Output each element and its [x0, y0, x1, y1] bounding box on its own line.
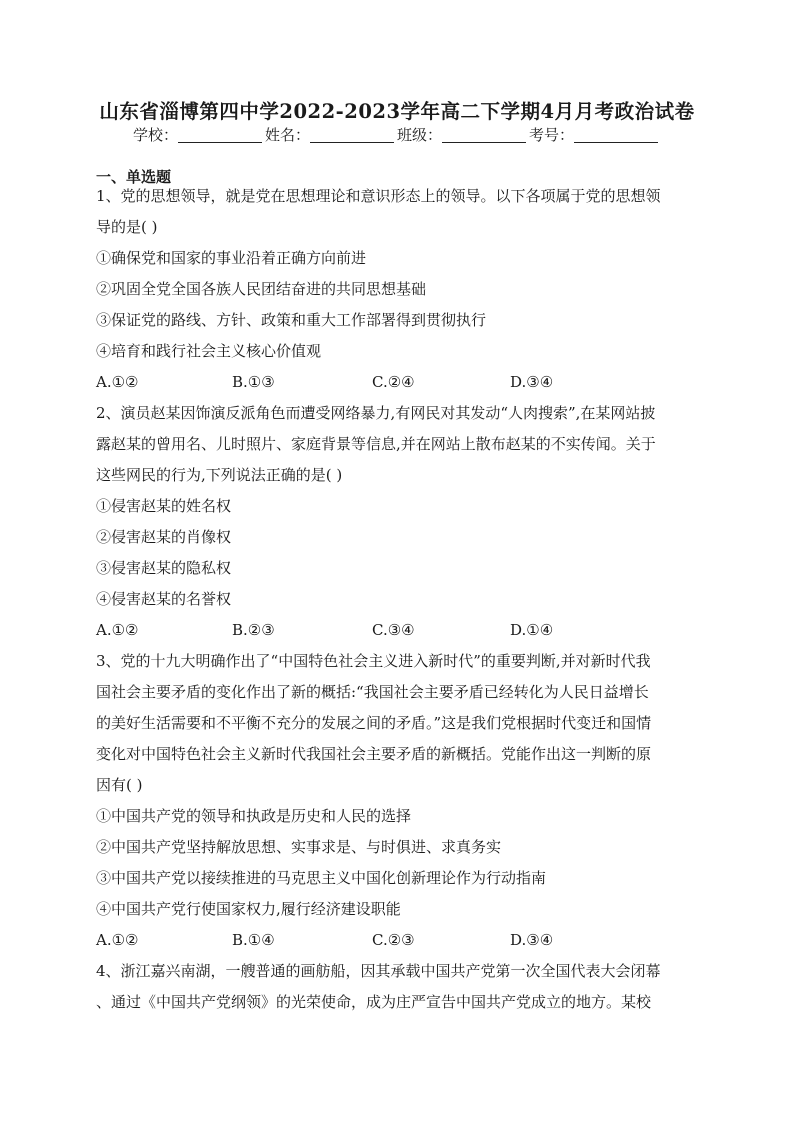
- question-item: ③保证党的路线、方针、政策和重大工作部署得到贯彻执行: [96, 311, 487, 329]
- option-a: A.①②: [96, 931, 139, 949]
- exam-title: 山东省淄博第四中学2022-2023学年高二下学期4月月考政治试卷: [99, 100, 695, 123]
- question-stem-line: 的美好生活需要和不平衡不充分的发展之间的矛盾。”这是我们党根据时代变迁和国情: [96, 714, 652, 732]
- question-stem-line: 这些网民的行为,下列说法正确的是( ): [96, 466, 343, 484]
- question-4: [96, 956, 706, 1018]
- option-d: D.①④: [510, 621, 554, 639]
- option-d: D.③④: [510, 931, 554, 949]
- question-item: ④培育和践行社会主义核心价值观: [96, 342, 322, 360]
- question-stem-line: 4、浙江嘉兴南湖，一艘普通的画舫船，因其承载中国共产党第一次全国代表大会闭幕: [96, 962, 661, 980]
- number-label: 考号：: [529, 126, 575, 144]
- question-stem-line: 国社会主要矛盾的变化作出了新的概括:“我国社会主要矛盾已经转化为人民日益增长: [96, 683, 649, 701]
- option-b: B.①④: [232, 931, 275, 949]
- question-stem-line: 、通过《中国共产党纲领》的光荣使命，成为庄严宣告中国共产党成立的地方。某校: [96, 993, 652, 1011]
- question-item: ③侵害赵某的隐私权: [96, 559, 232, 577]
- option-c: C.③④: [372, 621, 415, 639]
- question-3: [96, 646, 706, 925]
- question-item: ①侵害赵某的姓名权: [96, 497, 232, 515]
- question-stem-line: 3、党的十九大明确作出了“中国特色社会主义进入新时代”的重要判断,并对新时代我: [96, 652, 651, 670]
- option-c: C.②④: [372, 373, 415, 391]
- question-item: ④中国共产党行使国家权力,履行经济建设职能: [96, 900, 401, 918]
- section-title: 一、单选题: [96, 168, 172, 186]
- question-1: [96, 181, 706, 367]
- option-b: B.②③: [232, 621, 275, 639]
- school-blank: [178, 127, 262, 143]
- option-a: A.①②: [96, 621, 139, 639]
- question-item: ④侵害赵某的名誉权: [96, 590, 232, 608]
- option-d: D.③④: [510, 373, 554, 391]
- question-stem-line: 变化对中国特色社会主义新时代我国社会主要矛盾的新概括。党能作出这一判断的原: [96, 745, 652, 763]
- question-item: ①确保党和国家的事业沿着正确方向前进: [96, 249, 367, 267]
- school-label: 学校：: [132, 126, 178, 144]
- question-item: ②侵害赵某的肖像权: [96, 528, 232, 546]
- option-b: B.①③: [232, 373, 275, 391]
- question-item: ②巩固全党全国各族人民团结奋进的共同思想基础: [96, 280, 427, 298]
- question-item: ①中国共产党的领导和执政是历史和人民的选择: [96, 807, 412, 825]
- question-item: ③中国共产党以接续推进的马克思主义中国化创新理论作为行动指南: [96, 869, 547, 887]
- option-a: A.①②: [96, 373, 139, 391]
- question-2: [96, 398, 706, 615]
- class-blank: [442, 127, 526, 143]
- question-stem-line: 1、党的思想领导，就是党在思想理论和意识形态上的领导。以下各项属于党的思想领: [96, 187, 661, 205]
- student-info-row: [0, 124, 794, 145]
- name-label: 姓名：: [264, 126, 310, 144]
- number-blank: [574, 127, 658, 143]
- class-label: 班级：: [397, 126, 443, 144]
- option-c: C.②③: [372, 931, 415, 949]
- question-stem-line: 2、演员赵某因饰演反派角色而遭受网络暴力,有网民对其发动“人肉搜索”,在某网站披: [96, 404, 656, 422]
- question-stem-line: 导的是( ): [96, 218, 158, 236]
- question-stem-line: 因有( ): [96, 776, 143, 794]
- question-stem-line: 露赵某的曾用名、儿时照片、家庭背景等信息,并在网站上散布赵某的不实传闻。关于: [96, 435, 656, 453]
- name-blank: [310, 127, 394, 143]
- question-item: ②中国共产党坚持解放思想、实事求是、与时俱进、求真务实: [96, 838, 502, 856]
